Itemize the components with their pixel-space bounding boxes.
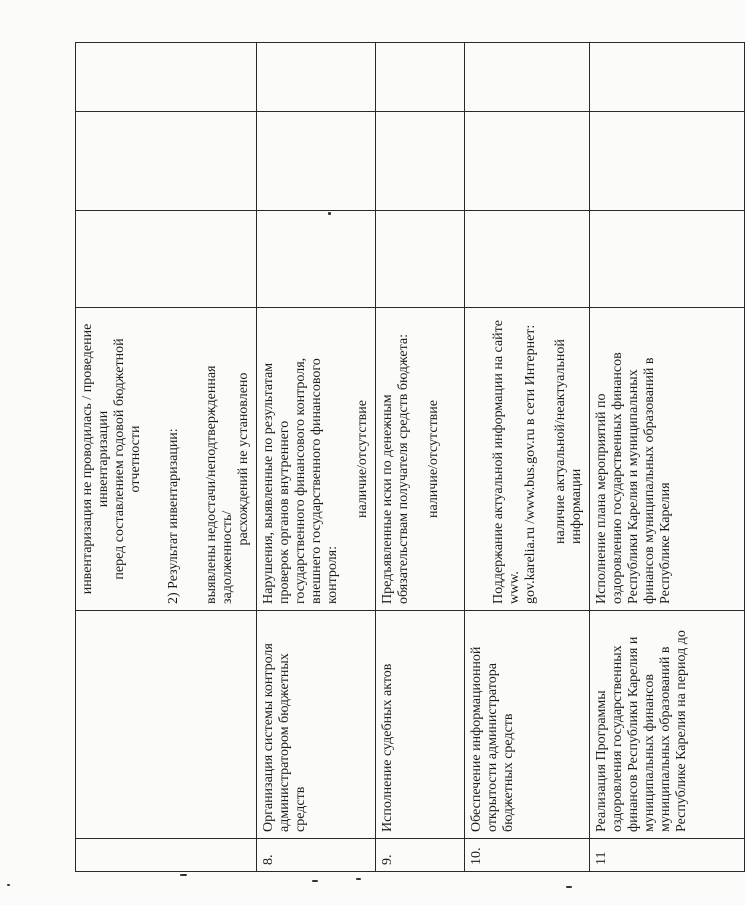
indicator-text: Нарушения, выявленные по результатам проверок органов внутреннего государственного финансового контроля, внешнего государственного финансового контроля:: [261, 357, 340, 604]
row-indicator: [257, 308, 376, 611]
criteria-table: [75, 42, 745, 872]
table-row: [465, 43, 590, 872]
indicator-text: 2) Результат инвентаризации:: [166, 428, 181, 604]
empty-cell: [257, 211, 376, 308]
scan-speck: [7, 884, 10, 886]
scan-speck: [566, 886, 572, 888]
row-number: 11: [590, 839, 745, 872]
empty-cell: [590, 211, 745, 308]
row-name: Исполнение судебных актов: [376, 611, 465, 839]
empty-cell: [590, 43, 745, 112]
table-row: [590, 43, 745, 872]
table-row: [257, 43, 376, 872]
empty-cell: [257, 43, 376, 112]
indicator-text: Поддержание актуальной информации на сайте www.: [491, 320, 522, 604]
row-indicator: [76, 308, 257, 611]
row-indicator: [465, 308, 590, 611]
empty-cell: [76, 112, 257, 211]
indicator-text: наличие/отсутствие: [426, 400, 441, 519]
empty-cell: [376, 112, 465, 211]
row-indicator: [590, 308, 745, 611]
scan-speck: [180, 874, 187, 876]
empty-cell: [376, 43, 465, 112]
row-name: Организация системы контроля администратором бюджетных средств: [257, 611, 376, 839]
empty-cell: [257, 112, 376, 211]
indicator-text: расхождений не установлено: [236, 372, 251, 546]
row-indicator: [376, 308, 465, 611]
scan-speck: [328, 212, 331, 215]
row-number: [76, 839, 257, 872]
empty-cell: [76, 211, 257, 308]
indicator-text: выявлены недостачи/неподтвержденная задолженность/: [204, 365, 235, 604]
indicator-text: Предъявленные иски по денежным обязательствам получателя средств бюджета:: [380, 334, 411, 604]
scan-speck: [356, 878, 361, 880]
indicator-text: перед составлением годовой бюджетной отчетности: [112, 338, 143, 580]
indicator-text: Исполнение плана мероприятий по оздоровлению государственных финансов Республики Карелия и муниципальных финансов муниципальных образований в Республике Карелия: [594, 352, 673, 604]
empty-cell: [76, 43, 257, 112]
row-number: 10.: [465, 839, 590, 872]
empty-cell: [465, 43, 590, 112]
empty-cell: [376, 211, 465, 308]
scan-speck: [312, 880, 318, 882]
empty-cell: [590, 112, 745, 211]
empty-cell: [465, 211, 590, 308]
rotated-page: [75, 42, 689, 872]
indicator-text: наличие актуальной/неактуальной информации: [553, 339, 584, 544]
row-name: Реализация Программы оздоровления государственных финансов Республики Карелия и муниципальных финансов муниципальных образований в Республике Карелия на период до: [590, 611, 745, 839]
indicator-text: наличие/отсутствие: [355, 400, 370, 519]
row-name: [76, 611, 257, 839]
row-name: Обеспечение информационной открытости администратора бюджетных средств: [465, 611, 590, 839]
indicator-text: gov.karelia.ru /www.bus.gov.ru в сети Интернет:: [523, 324, 538, 604]
table-row: [76, 43, 257, 872]
row-number: 9.: [376, 839, 465, 872]
table-row: [376, 43, 465, 872]
row-number: 8.: [257, 839, 376, 872]
empty-cell: [465, 112, 590, 211]
indicator-text: инвентаризация не проводилась / проведение инвентаризации: [80, 323, 111, 595]
